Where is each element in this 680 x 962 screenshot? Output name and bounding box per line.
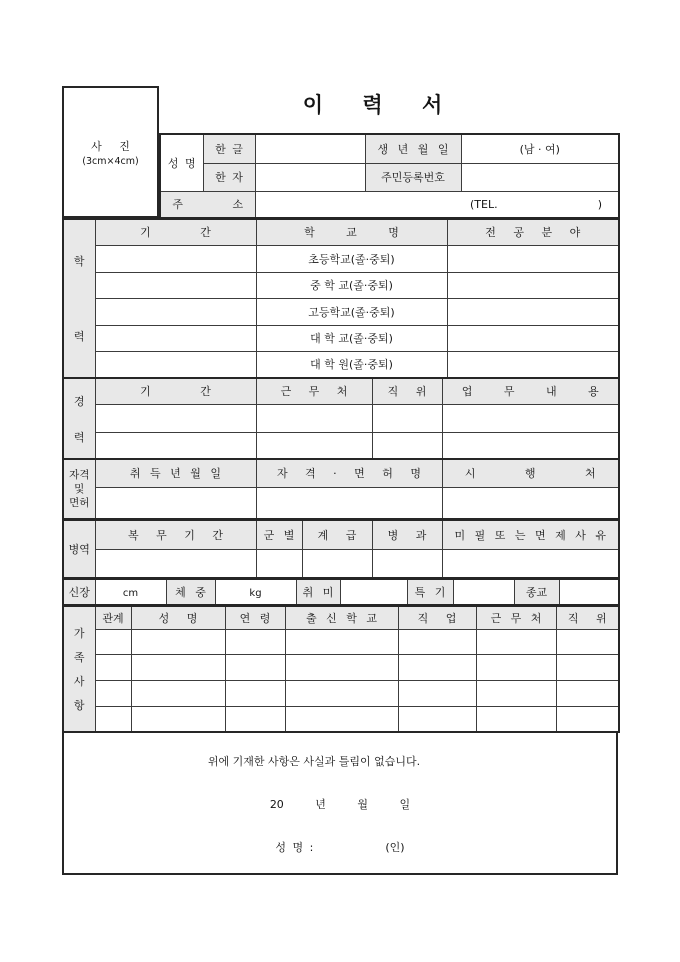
license-table	[62, 458, 620, 520]
edu-period-cell[interactable]	[95, 298, 256, 325]
section-label-char: 력	[73, 431, 85, 444]
weight-label: 체 중	[166, 579, 215, 605]
section-label-char: 학	[73, 255, 85, 268]
education-section-label	[63, 219, 95, 378]
family-name-cell[interactable]	[131, 706, 225, 732]
declaration-box	[62, 731, 618, 875]
license-name-cell[interactable]	[256, 487, 442, 519]
hangul-label: 한 글	[203, 134, 255, 163]
military-branch-header: 군 별	[256, 520, 302, 549]
career-company-header: 근 무 처	[256, 378, 372, 404]
career-table	[62, 377, 620, 461]
edu-school-cell[interactable]: 대 학 교(졸·중퇴)	[256, 325, 447, 351]
address-input[interactable]	[255, 191, 619, 218]
family-school-cell[interactable]	[285, 706, 398, 732]
military-rank-cell[interactable]	[302, 549, 372, 578]
edu-major-cell[interactable]	[447, 245, 619, 272]
career-duty-header: 업 무 내 용	[442, 378, 619, 404]
family-job-cell[interactable]	[398, 706, 476, 732]
license-section-label	[63, 459, 95, 519]
religion-input[interactable]	[559, 579, 619, 605]
weight-unit: kg	[249, 587, 262, 599]
physical-info-table	[62, 578, 620, 606]
edu-major-header: 전 공 분 야	[447, 219, 619, 245]
family-relation-cell[interactable]	[95, 680, 131, 706]
family-job-cell[interactable]	[398, 629, 476, 654]
family-job-header: 직 업	[398, 606, 476, 629]
section-label-line: 및	[74, 483, 85, 495]
career-company-cell[interactable]	[256, 432, 372, 460]
edu-period-cell[interactable]	[95, 272, 256, 298]
edu-period-cell[interactable]	[95, 325, 256, 351]
career-company-cell[interactable]	[256, 404, 372, 432]
family-table	[62, 605, 620, 733]
edu-school-cell[interactable]: 중 학 교(졸·중퇴)	[256, 272, 447, 298]
edu-school-cell[interactable]: 고등학교(졸·중퇴)	[256, 298, 447, 325]
family-name-header: 성 명	[131, 606, 225, 629]
military-branch-cell[interactable]	[256, 549, 302, 578]
career-duty-cell[interactable]	[442, 404, 619, 432]
tel-field[interactable]	[470, 198, 602, 211]
family-age-cell[interactable]	[225, 706, 285, 732]
family-position-cell[interactable]	[556, 680, 619, 706]
family-relation-cell[interactable]	[95, 706, 131, 732]
specialty-input[interactable]	[453, 579, 514, 605]
career-period-cell[interactable]	[95, 404, 256, 432]
family-position-cell[interactable]	[556, 654, 619, 680]
military-specialty-cell[interactable]	[372, 549, 442, 578]
family-position-cell[interactable]	[556, 629, 619, 654]
religion-label: 종교	[514, 579, 559, 605]
license-name-header: 자 격 · 면 허 명	[256, 459, 442, 487]
edu-major-cell[interactable]	[447, 298, 619, 325]
resident-id-label: 주민등록번호	[365, 163, 461, 191]
hobby-input[interactable]	[340, 579, 407, 605]
signature-name-label: 성 명 :	[275, 841, 314, 854]
family-workplace-cell[interactable]	[476, 680, 556, 706]
height-label: 신장	[63, 579, 95, 605]
family-age-cell[interactable]	[225, 654, 285, 680]
career-period-cell[interactable]	[95, 432, 256, 460]
edu-school-cell[interactable]: 대 학 원(졸·중퇴)	[256, 351, 447, 378]
family-school-header: 출 신 학 교	[285, 606, 398, 629]
license-date-cell[interactable]	[95, 487, 256, 519]
photo-label: 사 진	[91, 139, 130, 153]
family-job-cell[interactable]	[398, 680, 476, 706]
hanja-label: 한 자	[203, 163, 255, 191]
military-service-period-header: 복 무 기 간	[95, 520, 256, 549]
edu-major-cell[interactable]	[447, 325, 619, 351]
family-workplace-cell[interactable]	[476, 629, 556, 654]
specialty-label: 특 기	[407, 579, 453, 605]
section-label-line: 면허	[69, 497, 90, 509]
family-name-cell[interactable]	[131, 680, 225, 706]
family-name-cell[interactable]	[131, 629, 225, 654]
photo-size-note: (3cm×4cm)	[82, 155, 139, 167]
tel-label: (TEL.	[470, 197, 498, 211]
family-section-label	[63, 606, 95, 732]
career-position-header: 직 위	[372, 378, 442, 404]
edu-major-cell[interactable]	[447, 272, 619, 298]
family-school-cell[interactable]	[285, 680, 398, 706]
career-duty-cell[interactable]	[442, 432, 619, 460]
military-rank-header: 계 급	[302, 520, 372, 549]
hangul-name-input[interactable]	[255, 134, 365, 163]
name-info-table	[159, 133, 620, 219]
weight-input[interactable]	[215, 579, 296, 605]
license-date-header: 취 득 년 월 일	[95, 459, 256, 487]
license-issuer-cell[interactable]	[442, 487, 619, 519]
family-relation-header: 관계	[95, 606, 131, 629]
military-service-period-cell[interactable]	[95, 549, 256, 578]
tel-close-paren: )	[597, 197, 602, 211]
section-label-char: 사	[73, 675, 85, 688]
family-school-cell[interactable]	[285, 629, 398, 654]
edu-school-cell[interactable]: 초등학교(졸·중퇴)	[256, 245, 447, 272]
seal-mark: (인)	[385, 841, 405, 854]
page-title: 이 력 서	[302, 93, 443, 117]
family-workplace-cell[interactable]	[476, 706, 556, 732]
gender-note: (남 · 여)	[519, 142, 560, 156]
declaration-date-line: 20 년 월 일	[269, 798, 411, 811]
birthdate-label: 생 년 월 일	[365, 134, 461, 163]
declaration-statement: 위에 기재한 사항은 사실과 틀림이 없습니다.	[207, 755, 421, 768]
edu-period-cell[interactable]	[95, 351, 256, 378]
career-section-label	[63, 378, 95, 460]
family-age-cell[interactable]	[225, 629, 285, 654]
section-label-char: 항	[73, 699, 85, 712]
hobby-label: 취 미	[296, 579, 340, 605]
family-workplace-cell[interactable]	[476, 654, 556, 680]
family-job-cell[interactable]	[398, 654, 476, 680]
section-label-char: 경	[73, 395, 85, 408]
family-name-cell[interactable]	[131, 654, 225, 680]
career-position-cell[interactable]	[372, 404, 442, 432]
family-age-header: 연 령	[225, 606, 285, 629]
birthdate-input[interactable]	[461, 134, 619, 163]
family-age-cell[interactable]	[225, 680, 285, 706]
edu-period-header: 기 간	[95, 219, 256, 245]
section-label-char: 족	[73, 651, 85, 664]
address-label: 주 소	[160, 191, 255, 218]
name-label: 성 명	[160, 134, 203, 191]
hanja-name-input[interactable]	[255, 163, 365, 191]
section-label-char: 가	[73, 627, 85, 640]
height-input[interactable]	[95, 579, 166, 605]
family-school-cell[interactable]	[285, 654, 398, 680]
license-issuer-header: 시 행 처	[442, 459, 619, 487]
military-specialty-header: 병 과	[372, 520, 442, 549]
military-table	[62, 519, 620, 579]
section-label-char: 력	[73, 330, 85, 343]
career-period-header: 기 간	[95, 378, 256, 404]
career-position-cell[interactable]	[372, 432, 442, 460]
section-label-line: 자격	[69, 469, 90, 481]
edu-period-cell[interactable]	[95, 245, 256, 272]
military-exemption-cell[interactable]	[442, 549, 619, 578]
height-unit: cm	[122, 587, 139, 599]
family-workplace-header: 근 무 처	[476, 606, 556, 629]
edu-school-header: 학 교 명	[256, 219, 447, 245]
education-table	[62, 218, 620, 379]
military-section-label: 병역	[63, 520, 95, 578]
military-exemption-header: 미 필 또 는 면 제 사 유	[442, 520, 619, 549]
resident-id-input[interactable]	[461, 163, 619, 191]
family-position-cell[interactable]	[556, 706, 619, 732]
signature-line	[64, 839, 616, 855]
family-relation-cell[interactable]	[95, 654, 131, 680]
edu-major-cell[interactable]	[447, 351, 619, 378]
family-relation-cell[interactable]	[95, 629, 131, 654]
family-position-header: 직 위	[556, 606, 619, 629]
